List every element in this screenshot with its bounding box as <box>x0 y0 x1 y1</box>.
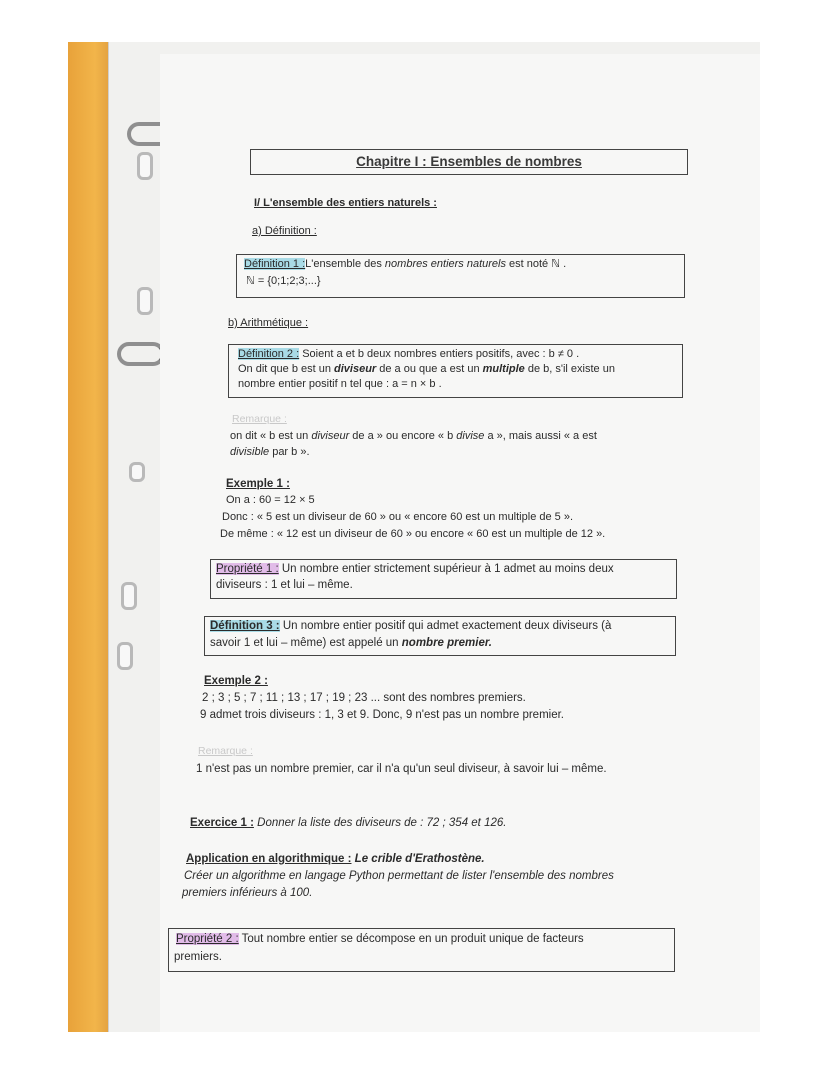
example-2-line2: 9 admet trois diviseurs : 1, 3 et 9. Donc, 9 n'est pas un nombre premier. <box>200 709 564 721</box>
remark-1-label: Remarque : <box>232 413 287 425</box>
punch-hole <box>137 287 153 315</box>
sub-b-heading: b) Arithmétique : <box>228 317 309 329</box>
punch-hole <box>121 582 137 610</box>
remark-1-line1: on dit « b est un diviseur de a » ou encore « b divise a », mais aussi « a est <box>230 430 597 442</box>
definition-2-line2: On dit que b est un diviseur de a ou que a est un multiple de b, s'il existe un <box>238 363 615 375</box>
example-1-line1: On a : 60 = 12 × 5 <box>226 494 315 506</box>
photo-frame <box>68 42 760 1032</box>
application-line1: Créer un algorithme en langage Python permettant de lister l'ensemble des nombres <box>184 870 614 882</box>
chapter-title: Chapitre I : Ensembles de nombres <box>356 154 582 169</box>
property-2-line2: premiers. <box>174 951 222 963</box>
example-2-label: Exemple 2 : <box>204 675 268 687</box>
binder-ring <box>117 342 165 366</box>
section1-heading: I/ L'ensemble des entiers naturels : <box>254 197 437 209</box>
definition-2-line3: nombre entier positif n tel que : a = n × b . <box>238 378 442 390</box>
definition-1-line: Définition 1 :L'ensemble des nombres entiers naturels est noté ℕ . <box>244 258 567 270</box>
definition-3-line1: Définition 3 : Un nombre entier positif qui admet exactement deux diviseurs (à <box>210 620 612 632</box>
chapter-title-box <box>250 149 688 175</box>
document-page <box>160 54 760 1032</box>
property-1-line2: diviseurs : 1 et lui – même. <box>216 579 353 591</box>
property-1-line1: Propriété 1 : Un nombre entier strictement supérieur à 1 admet au moins deux <box>216 563 614 575</box>
application-line2: premiers inférieurs à 100. <box>182 887 313 899</box>
example-2-line1: 2 ; 3 ; 5 ; 7 ; 11 ; 13 ; 17 ; 19 ; 23 ... sont des nombres premiers. <box>202 692 526 704</box>
remark-2-label: Remarque : <box>198 745 253 757</box>
sub-a-heading: a) Définition : <box>252 225 317 237</box>
definition-3-line2: savoir 1 et lui – même) est appelé un nombre premier. <box>210 637 492 649</box>
definition-1-formula: ℕ = {0;1;2;3;...} <box>246 275 321 287</box>
punch-hole <box>137 152 153 180</box>
punch-hole <box>117 642 133 670</box>
example-1-line3: De même : « 12 est un diviseur de 60 » ou encore « 60 est un multiple de 12 ». <box>220 528 606 540</box>
remark-2-line1: 1 n'est pas un nombre premier, car il n'a qu'un seul diviseur, à savoir lui – même. <box>196 763 607 775</box>
punch-hole <box>129 462 145 482</box>
remark-1-line2: divisible par b ». <box>230 446 310 458</box>
example-1-label: Exemple 1 : <box>226 478 290 490</box>
definition-2-line1: Définition 2 : Soient a et b deux nombres entiers positifs, avec : b ≠ 0 . <box>238 348 580 360</box>
example-1-line2: Donc : « 5 est un diviseur de 60 » ou « encore 60 est un multiple de 5 ». <box>222 511 574 523</box>
application-heading: Application en algorithmique : Le crible d'Erathostène. <box>186 853 485 865</box>
property-2-line1: Propriété 2 : Tout nombre entier se décompose en un produit unique de facteurs <box>176 933 584 945</box>
exercise-1: Exercice 1 : Donner la liste des diviseurs de : 72 ; 354 et 126. <box>190 817 507 829</box>
